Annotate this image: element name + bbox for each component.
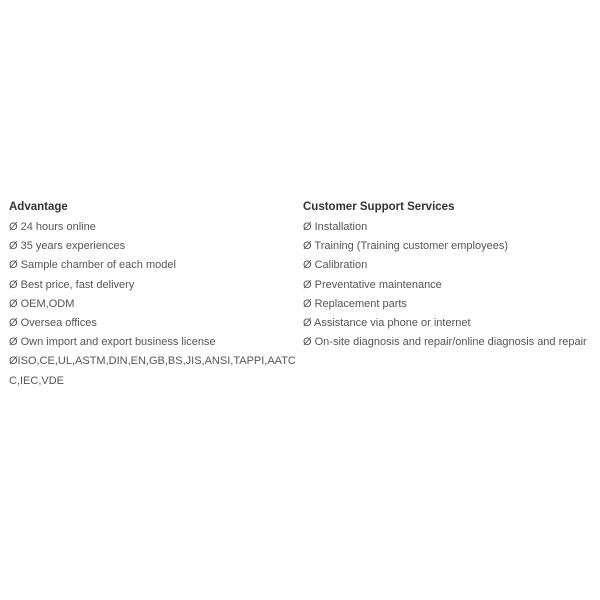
support-item: Ø On-site diagnosis and repair/online diagnosis and repair bbox=[303, 336, 587, 349]
support-item: Ø Training (Training customer employees) bbox=[303, 240, 509, 253]
advantage-item: Ø Best price, fast delivery bbox=[9, 278, 135, 291]
advantage-item: Ø Own import and export business license bbox=[9, 336, 216, 349]
advantage-item: Ø Oversea offices bbox=[9, 317, 97, 330]
advantage-item: Ø Sample chamber of each model bbox=[9, 259, 176, 272]
advantage-section bbox=[9, 199, 301, 391]
support-heading: Customer Support Services bbox=[303, 201, 455, 213]
support-item: Ø Calibration bbox=[303, 259, 368, 272]
support-item: Ø Replacement parts bbox=[303, 297, 407, 310]
support-section bbox=[303, 199, 595, 352]
advantage-item: Ø 35 years experiences bbox=[9, 240, 126, 253]
advantage-list bbox=[9, 218, 301, 391]
support-item: Ø Assistance via phone or internet bbox=[303, 317, 471, 330]
advantage-item: Ø 24 hours online bbox=[9, 221, 96, 233]
support-item: Ø Preventative maintenance bbox=[303, 278, 442, 291]
advantage-item-standards: ØISO,CE,UL,ASTM,DIN,EN,GB,BS,JIS,ANSI,TAPPI,AATCC,IEC,VDE bbox=[9, 355, 296, 387]
advantage-heading: Advantage bbox=[9, 201, 68, 213]
support-list bbox=[303, 218, 595, 352]
advantage-item: Ø OEM,ODM bbox=[9, 297, 75, 310]
support-item: Ø Installation bbox=[303, 221, 368, 233]
